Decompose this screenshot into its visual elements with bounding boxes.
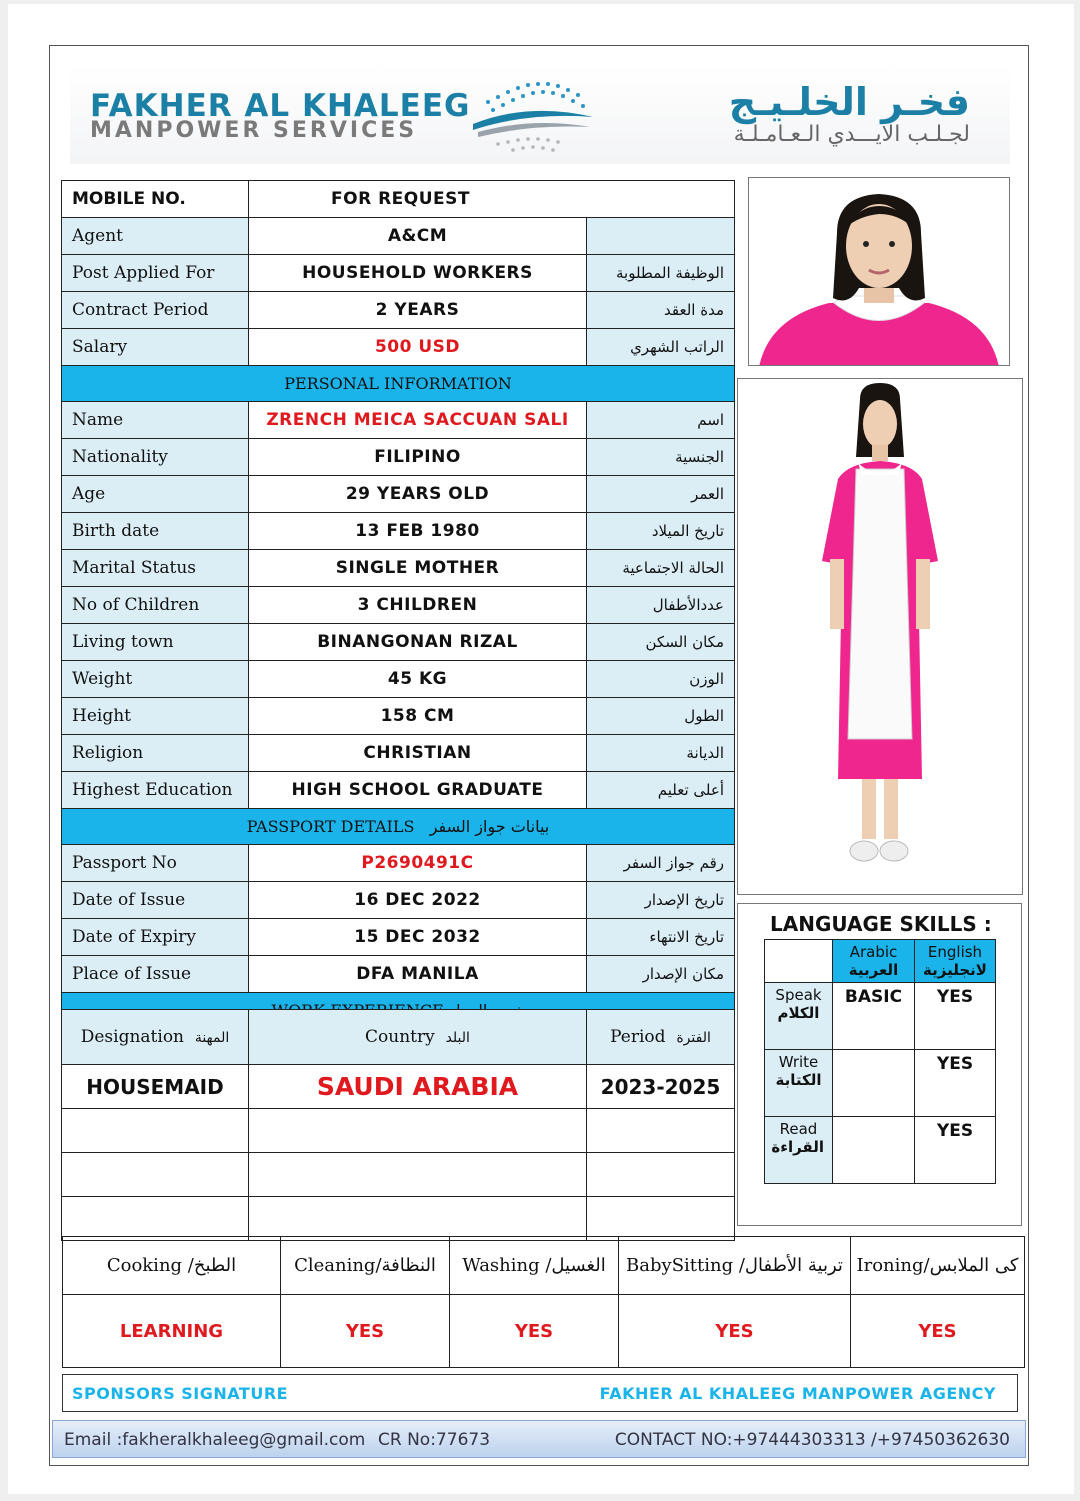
portrait-figure-icon (749, 178, 1010, 366)
designation-value: HOUSEMAID (62, 1065, 249, 1109)
section-heading-personal (62, 366, 735, 402)
brand-name-en: FAKHER AL KHALEEG (90, 88, 471, 124)
row-label: Date of Issue (62, 882, 249, 919)
row-label: Place of Issue (62, 956, 249, 993)
row-label-ar: الراتب الشهري (587, 329, 735, 366)
detail-row (62, 476, 735, 513)
row-value: 16 DEC 2022 (249, 882, 587, 919)
skill-label-ar: الكلام (777, 1004, 820, 1022)
row-label-ar: مكان السكن (587, 624, 735, 661)
row-label-ar: الوظيفة المطلوبة (587, 255, 735, 292)
row-label: Highest Education (62, 772, 249, 809)
designation-header-ar: المهنة (194, 1030, 230, 1046)
row-label: Age (62, 476, 249, 513)
row-label-ar: الطول (587, 698, 735, 735)
row-label-ar: الوزن (587, 661, 735, 698)
row-value: 13 FEB 1980 (249, 513, 587, 550)
agency-name-label: FAKHER AL KHALEEG MANPOWER AGENCY (599, 1384, 996, 1403)
row-value: HIGH SCHOOL GRADUATE (249, 772, 587, 809)
detail-row (62, 698, 735, 735)
detail-row (62, 513, 735, 550)
row-value: 158 CM (249, 698, 587, 735)
work-skills-table (62, 1236, 1025, 1368)
period-header-ar: الفترة (676, 1030, 711, 1046)
work-empty-row (62, 1109, 735, 1153)
row-label: Date of Expiry (62, 919, 249, 956)
empty-cell (587, 1197, 735, 1241)
detail-row (62, 439, 735, 476)
row-label: No of Children (62, 587, 249, 624)
skill-label-ar: القراءة (771, 1138, 824, 1156)
passport-heading-en: PASSPORT DETAILS (246, 817, 415, 836)
detail-row (62, 919, 735, 956)
work-experience-table (61, 1009, 735, 1241)
language-row (765, 1117, 996, 1184)
row-label: Agent (62, 218, 249, 255)
row-value: 29 YEARS OLD (249, 476, 587, 513)
empty-cell (249, 1109, 587, 1153)
row-value: DFA MANILA (249, 956, 587, 993)
row-label-ar: اسم (587, 402, 735, 439)
row-label-ar: أعلى تعليم (587, 772, 735, 809)
arabic-level (833, 1117, 915, 1184)
row-label: Birth date (62, 513, 249, 550)
language-skills-title: LANGUAGE SKILLS : (770, 912, 992, 936)
empty-cell (765, 940, 833, 983)
skill-header-washing: Washing /الغسيل (450, 1237, 619, 1295)
passport-heading (62, 809, 735, 845)
arabic-header-ar: العربية (848, 961, 899, 979)
language-header-row (765, 940, 996, 983)
row-value: 45 KG (249, 661, 587, 698)
designation-header-en: Designation (80, 1027, 185, 1047)
detail-row (62, 845, 735, 882)
row-label-ar (587, 218, 735, 255)
country-header-ar: البلد (445, 1030, 470, 1046)
brand-subtitle-ar: لجـلـب الايـــدي الـعـامـلـة (733, 122, 970, 147)
row-value: CHRISTIAN (249, 735, 587, 772)
detail-row (62, 218, 735, 255)
row-label-ar: تاريخ الإصدار (587, 882, 735, 919)
arabic-header-en: Arabic (849, 943, 898, 961)
row-label: Passport No (62, 845, 249, 882)
english-level: YES (915, 983, 996, 1050)
section-heading-passport (62, 809, 735, 845)
row-label: Marital Status (62, 550, 249, 587)
sponsor-signature-label: SPONSORS SIGNATURE (72, 1384, 289, 1403)
passport-number-value: P2690491C (249, 845, 587, 882)
footer-cr-number: CR No:77673 (378, 1430, 491, 1450)
row-value: HOUSEHOLD WORKERS (249, 255, 587, 292)
skill-value-babysitting: YES (619, 1295, 851, 1368)
skill-header-babysitting: BabySitting /تربية الأطفال (619, 1237, 851, 1295)
row-label: Height (62, 698, 249, 735)
row-label-ar: الجنسية (587, 439, 735, 476)
row-label: Post Applied For (62, 255, 249, 292)
full-body-photo (737, 378, 1023, 895)
row-label: Contract Period (62, 292, 249, 329)
row-value: 15 DEC 2032 (249, 919, 587, 956)
skill-label (765, 983, 833, 1050)
empty-cell (587, 1153, 735, 1197)
work-entry-row (62, 1065, 735, 1109)
row-value: BINANGONAN RIZAL (249, 624, 587, 661)
skill-value-washing: YES (450, 1295, 619, 1368)
detail-row (62, 624, 735, 661)
detail-row (62, 292, 735, 329)
row-value: A&CM (249, 218, 587, 255)
work-empty-row (62, 1197, 735, 1241)
country-header (249, 1010, 587, 1065)
arabic-level (833, 1050, 915, 1117)
empty-cell (62, 1109, 249, 1153)
row-value: 3 CHILDREN (249, 587, 587, 624)
detail-row (62, 735, 735, 772)
name-value: ZRENCH MEICA SACCUAN SALI (249, 402, 587, 439)
brand-subtitle-en: MANPOWER SERVICES (90, 118, 418, 143)
row-label-ar: الحالة الاجتماعية (587, 550, 735, 587)
english-header-en: English (927, 943, 983, 961)
empty-cell (249, 1153, 587, 1197)
designation-header (62, 1010, 249, 1065)
mobile-label: MOBILE NO. (62, 181, 249, 218)
skill-label-ar: الكتابة (775, 1071, 822, 1089)
row-label: Salary (62, 329, 249, 366)
english-level: YES (915, 1050, 996, 1117)
period-value: 2023-2025 (587, 1065, 735, 1109)
period-header-en: Period (610, 1027, 666, 1047)
row-value: SINGLE MOTHER (249, 550, 587, 587)
skill-label (765, 1117, 833, 1184)
english-header-ar: لانجليزية (923, 961, 987, 979)
detail-row (62, 550, 735, 587)
personal-heading: PERSONAL INFORMATION (62, 366, 735, 402)
empty-cell (249, 1197, 587, 1241)
work-empty-row (62, 1153, 735, 1197)
detail-row (62, 402, 735, 439)
english-level: YES (915, 1117, 996, 1184)
row-label-ar: عددالأطفال (587, 587, 735, 624)
skill-header-ironing: Ironing/کی الملابس (851, 1237, 1025, 1295)
row-value: 2 YEARS (249, 292, 587, 329)
full-body-figure-icon (738, 379, 1023, 895)
details-table (61, 180, 735, 1029)
english-header (915, 940, 996, 983)
detail-row (62, 587, 735, 624)
detail-row (62, 772, 735, 809)
detail-row (62, 956, 735, 993)
language-skills-table (764, 939, 996, 1184)
detail-row (62, 329, 735, 366)
language-row (765, 983, 996, 1050)
empty-cell (587, 1109, 735, 1153)
row-label: Living town (62, 624, 249, 661)
skill-value-cooking: LEARNING (63, 1295, 281, 1368)
arabic-header (833, 940, 915, 983)
mobile-value: FOR REQUEST (249, 181, 735, 218)
row-label-ar: تاريخ الانتهاء (587, 919, 735, 956)
footer-email: Email :fakheralkhaleeg@gmail.com (64, 1430, 366, 1450)
country-value: SAUDI ARABIA (249, 1065, 587, 1109)
footer-contact-numbers: CONTACT NO:+97444303313 /+97450362630 (614, 1430, 1010, 1450)
row-label: Nationality (62, 439, 249, 476)
skill-header-cleaning: Cleaning/النظافة (281, 1237, 450, 1295)
portrait-photo (748, 177, 1010, 366)
skill-label-en: Write (778, 1053, 819, 1071)
row-label: Weight (62, 661, 249, 698)
skill-header-cooking: Cooking /الطبخ (63, 1237, 281, 1295)
country-header-en: Country (365, 1027, 435, 1047)
mobile-row (62, 181, 735, 218)
row-label-ar: مدة العقد (587, 292, 735, 329)
row-label-ar: رقم جواز السفر (587, 845, 735, 882)
brand-name-ar: فخـر الخلـيـج (728, 80, 970, 124)
row-label-ar: العمر (587, 476, 735, 513)
row-label: Name (62, 402, 249, 439)
skill-value-ironing: YES (851, 1295, 1025, 1368)
skills-header-row (63, 1237, 1025, 1295)
detail-row (62, 661, 735, 698)
detail-row (62, 882, 735, 919)
skill-value-cleaning: YES (281, 1295, 450, 1368)
row-value: FILIPINO (249, 439, 587, 476)
empty-cell (62, 1153, 249, 1197)
language-row (765, 1050, 996, 1117)
empty-cell (62, 1197, 249, 1241)
work-header-row (62, 1010, 735, 1065)
skill-label (765, 1050, 833, 1117)
detail-row (62, 255, 735, 292)
passport-heading-ar: بيانات جواز السفر (429, 817, 550, 836)
period-header (587, 1010, 735, 1065)
row-label-ar: تاريخ الميلاد (587, 513, 735, 550)
skill-label-en: Read (779, 1120, 818, 1138)
arabic-level: BASIC (833, 983, 915, 1050)
wave-dots-logo-icon (468, 72, 598, 158)
skill-label-en: Speak (775, 986, 822, 1004)
row-label-ar: الديانة (587, 735, 735, 772)
salary-value: 500 USD (249, 329, 587, 366)
skills-value-row (63, 1295, 1025, 1368)
row-label-ar: مكان الإصدار (587, 956, 735, 993)
row-label: Religion (62, 735, 249, 772)
